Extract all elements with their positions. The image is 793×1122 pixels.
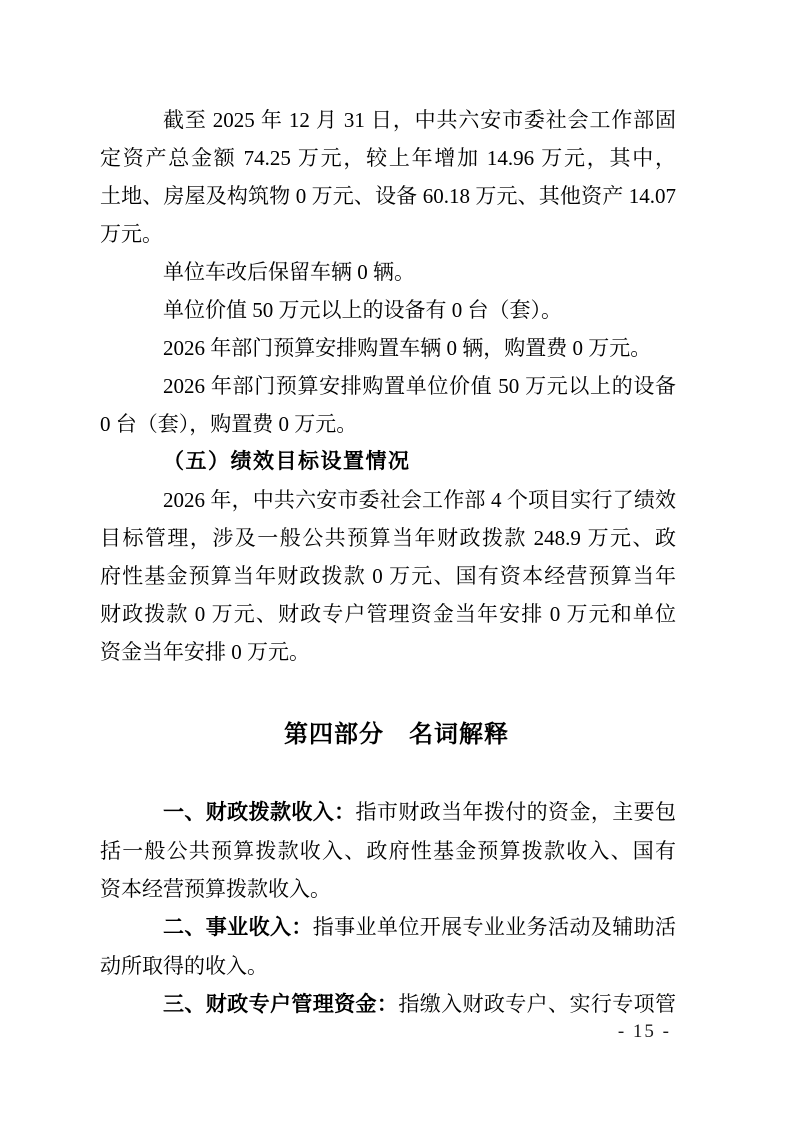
text-line: 万元。 bbox=[100, 222, 163, 246]
term-definition: 指事业单位开展专业业务活动及辅助活 bbox=[312, 915, 677, 939]
term-fiscal-special-account-funds bbox=[100, 985, 676, 1024]
text-line: 单位价值 50 万元以上的设备有 0 台（套）。 bbox=[163, 298, 562, 322]
paragraph-equipment-over-50 bbox=[100, 291, 676, 329]
text-line: 资金当年安排 0 万元。 bbox=[100, 640, 310, 664]
text-line: 0 台（套），购置费 0 万元。 bbox=[100, 412, 358, 436]
document-body bbox=[100, 101, 676, 1024]
term-definition: 指市财政当年拨付的资金，主要包 bbox=[355, 800, 677, 824]
text-line bbox=[100, 793, 676, 832]
term-label: 二、事业收入： bbox=[163, 916, 313, 939]
glossary-section bbox=[100, 793, 676, 1024]
term-label: 一、财政拨款收入： bbox=[163, 801, 356, 824]
text-line: 定资产总金额 74.25 万元，较上年增加 14.96 万元，其中， bbox=[100, 146, 676, 170]
term-operational-income bbox=[100, 908, 676, 985]
text-line: 单位车改后保留车辆 0 辆。 bbox=[163, 260, 415, 284]
subsection-heading-performance: （五）绩效目标设置情况 bbox=[163, 450, 411, 473]
text-line: 财政拨款 0 万元、财政专户管理资金当年安排 0 万元和单位 bbox=[100, 602, 676, 626]
text-line: 括一般公共预算拨款收入、政府性基金预算拨款收入、国有 bbox=[100, 839, 676, 863]
term-label: 三、财政专户管理资金： bbox=[163, 993, 399, 1016]
text-line: 2026 年，中共六安市委社会工作部 4 个项目实行了绩效 bbox=[163, 488, 676, 512]
paragraph-vehicle-purchase bbox=[100, 329, 676, 367]
paragraph-fixed-assets bbox=[100, 101, 676, 253]
term-definition: 指缴入财政专户、实行专项管 bbox=[398, 992, 677, 1016]
part-heading-glossary: 第四部分 名词解释 bbox=[284, 721, 509, 748]
paragraph-equipment-purchase bbox=[100, 367, 676, 443]
text-line: 截至 2025 年 12 月 31 日，中共六安市委社会工作部固 bbox=[163, 108, 676, 132]
text-line: 目标管理，涉及一般公共预算当年财政拨款 248.9 万元、政 bbox=[100, 526, 676, 550]
text-line: 动所取得的收入。 bbox=[100, 954, 268, 978]
text-line: 府性基金预算当年财政拨款 0 万元、国有资本经营预算当年 bbox=[100, 564, 676, 588]
text-line bbox=[100, 985, 676, 1024]
paragraph-performance-targets bbox=[100, 481, 676, 671]
text-line bbox=[100, 908, 676, 947]
paragraph-vehicles-retained bbox=[100, 253, 676, 291]
text-line: 土地、房屋及构筑物 0 万元、设备 60.18 万元、其他资产 14.07 bbox=[100, 184, 676, 208]
page-number: - 15 - bbox=[617, 1021, 671, 1042]
text-line: 资本经营预算拨款收入。 bbox=[100, 877, 331, 901]
text-line: 2026 年部门预算安排购置车辆 0 辆，购置费 0 万元。 bbox=[163, 336, 652, 360]
text-line: 2026 年部门预算安排购置单位价值 50 万元以上的设备 bbox=[163, 374, 676, 398]
term-fiscal-appropriation-income bbox=[100, 793, 676, 908]
